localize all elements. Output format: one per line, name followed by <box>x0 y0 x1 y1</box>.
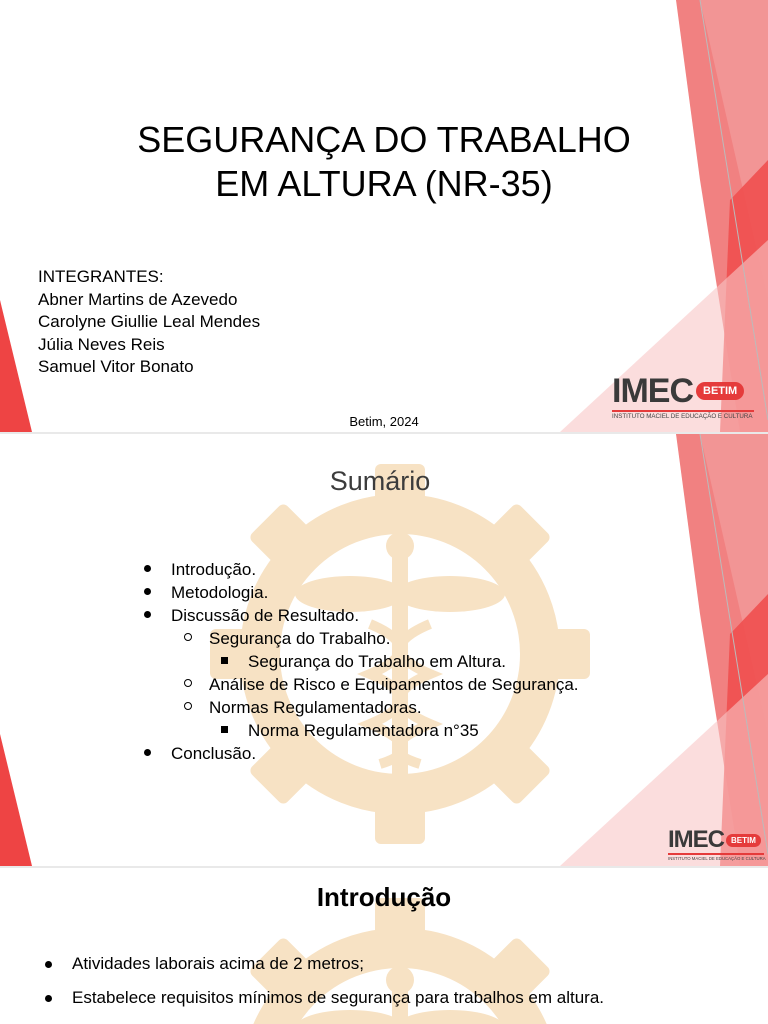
logo-rule <box>612 410 754 412</box>
logo-betim-badge: BETIM <box>726 834 761 847</box>
title-line-1: SEGURANÇA DO TRABALHO <box>137 119 631 160</box>
summary-subitem: Análise de Risco e Equipamentos de Segurança. <box>209 675 579 694</box>
logo-subtitle: INSTITUTO MACIEL DE EDUCAÇÃO E CULTURA <box>668 855 766 861</box>
member-name: Samuel Vitor Bonato <box>38 357 194 376</box>
introduction-slide <box>0 868 768 1024</box>
summary-item: Conclusão. <box>171 744 257 763</box>
bullet-dot <box>144 749 151 756</box>
logo-betim-badge: BETIM <box>696 382 744 400</box>
summary-item: Discussão de Resultado. <box>171 606 360 625</box>
summary-subitem: Segurança do Trabalho. <box>209 629 391 648</box>
summary-subitem: Normas Regulamentadoras. <box>209 698 422 717</box>
members-heading: INTEGRANTES: <box>38 267 164 286</box>
bullet-dot <box>45 995 52 1002</box>
summary-subsubitem: Norma Regulamentadora n°35 <box>248 721 479 740</box>
presentation-title <box>0 118 768 206</box>
city-date: Betim, 2024 <box>349 414 419 429</box>
logo-subtitle: INSTITUTO MACIEL DE EDUCAÇÃO E CULTURA <box>612 413 753 420</box>
introduction-title: Introdução <box>316 882 452 912</box>
member-name: Abner Martins de Azevedo <box>38 289 238 309</box>
title-line-2: EM ALTURA (NR-35) <box>215 163 553 204</box>
summary-item: Introdução. <box>171 560 257 579</box>
title-slide <box>0 0 768 432</box>
summary-title: Sumário <box>329 466 431 496</box>
bullet-dot <box>144 565 151 572</box>
imec-logo <box>612 374 754 420</box>
bullet-dot <box>45 961 52 968</box>
summary-item: Metodologia. <box>171 583 269 602</box>
logo-rule <box>668 853 764 855</box>
bullet-ring <box>184 702 192 710</box>
members-block <box>38 266 260 379</box>
introduction-item: Estabelece requisitos mínimos de segurança para trabalhos em altura. <box>72 988 605 1007</box>
bullet-dot <box>144 588 151 595</box>
member-name: Júlia Neves Reis <box>38 334 165 354</box>
bullet-ring <box>184 679 192 687</box>
bullet-ring <box>184 633 192 641</box>
introduction-item: Atividades laborais acima de 2 metros; <box>72 954 364 973</box>
summary-subsubitem: Segurança do Trabalho em Altura. <box>248 652 506 671</box>
summary-slide <box>0 434 768 866</box>
bullet-square <box>221 657 228 664</box>
logo-imec-text: IMEC <box>668 826 724 853</box>
bullet-square <box>221 726 228 733</box>
member-name: Carolyne Giullie Leal Mendes <box>38 312 261 331</box>
logo-imec-text: IMEC <box>612 372 693 410</box>
imec-logo <box>668 828 766 861</box>
bullet-dot <box>144 611 151 618</box>
